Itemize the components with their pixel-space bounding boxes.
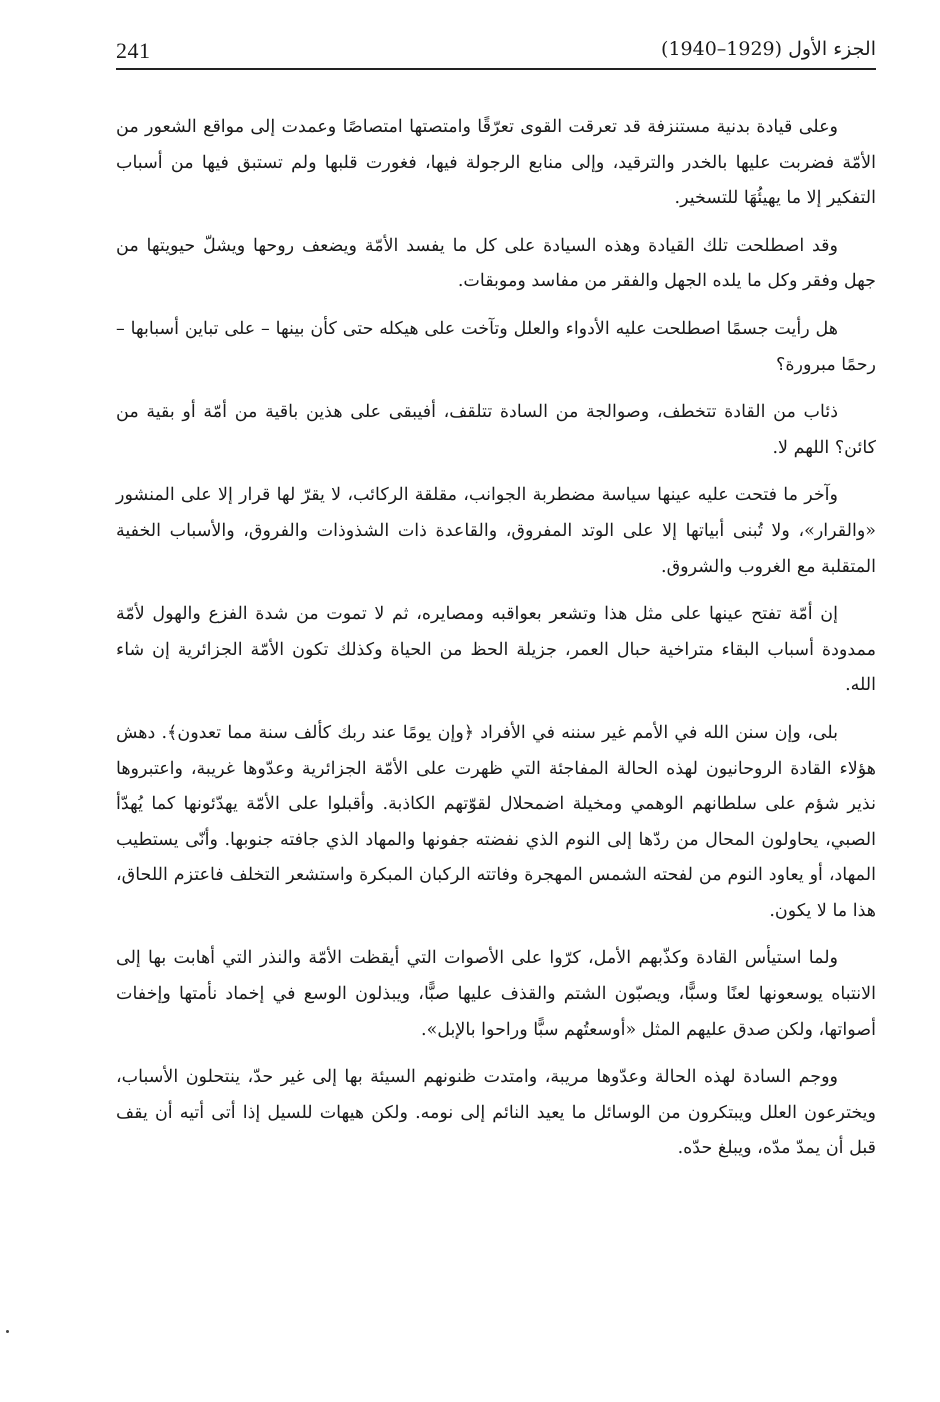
paragraph: وعلى قيادة بدنية مستنزفة قد تعرقت القوى تعرّقًا وامتصتها امتصاصًا وعمدت إلى مواقع الشعور من الأمّة فضربت عليها بالخدر والترقيد، وإلى منابع الرجولة فيها، فغورت قلبها ولم تستبق فيها من أسباب التفكير إلا ما يهيئُهَا للتسخير. — [116, 117, 876, 209]
paragraph: ذئاب من القادة تتخطف، وصوالجة من السادة تتلقف، أفيبقى على هذين باقية من أمّة أو بقية من كائن؟ اللهم لا. — [116, 402, 876, 458]
paragraph: ولما استيأس القادة وكذّبهم الأمل، كرّوا على الأصوات التي أيقظت الأمّة والنذر التي أهابت بها إلى الانتباه يوسعونها لعنًا وسبًّا، ويصبّون الشتم والقذف عليها صبًّا، ويبذلون الوسع في إخماد نأمتها وإخفات أصواتها، ولكن صدق عليهم المثل «أوسعتُهم سبًّا وراحوا بالإبل». — [116, 948, 876, 1040]
paragraph: إن أمّة تفتح عينها على مثل هذا وتشعر بعواقبه ومصايره، ثم لا تموت من شدة الفزع والهول لأمّة ممدودة أسباب البقاء متراخية حبال العمر، جزيلة الحظ من الحياة وكذلك تكون الأمّة الجزائرية إن شاء الله. — [116, 604, 876, 696]
margin-speck — [6, 1330, 9, 1333]
paragraph: هل رأيت جسمًا اصطلحت عليه الأدواء والعلل وتآخت على هيكله حتى كأن بينها – على تباين أسبابها – رحمًا مبرورة؟ — [116, 318, 876, 375]
page-number: 241 — [116, 38, 151, 63]
paragraph: وآخر ما فتحت عليه عينها سياسة مضطربة الجوانب، مقلقة الركائب، لا يقرّ لها قرار إلا على المنشور «والقرار»، ولا تُبنى أبياتها إلا على الوتد المفروق، والقاعدة ذات الشذوذات والفروق، والأسباب الخفية المتقلبة مع الغروب والشروق. — [116, 485, 876, 577]
paragraph: ووجم السادة لهذه الحالة وعدّوها مريبة، وامتدت ظنونهم السيئة بها إلى غير حدّ، ينتحلون الأسباب، ويخترعون العلل ويبتكرون من الوسائل ما يعيد النائم إلى نومه. ولكن هيهات للسيل إذا أتى أتيه أن يقف قبل أن يمدّ مدّه، ويبلغ حدّه. — [116, 1067, 876, 1159]
body-text — [116, 110, 876, 1179]
paragraph: بلى، وإن سنن الله في الأمم غير سننه في الأفراد ﴿وإن يومًا عند ربك كألف سنة مما تعدون﴾. دهش هؤلاء القادة الروحانيون لهذه الحالة المفاجئة التي ظهرت على الأمّة الجزائرية وعدّوها غريبة، واعتبروها نذير شؤم على سلطانهم الوهمي ومخيلة اضمحلال لقوّتهم الكاذبة. وأقبلوا على الأمّة يهدّئونها كما يُهدّأ الصبي، يحاولون المحال من ردّها إلى النوم الذي نفضته جفونها والمهاد الذي جافته جنوبها. وأنّى يستطيب المهاد، أو يعاود النوم من لفحته الشمس المهجرة وفاتته الركبان المبكرة واستشعر التخلف فاعتزم اللحاق، هذا ما لا يكون. — [116, 722, 876, 921]
header-title: الجزء الأول (1929–1940) — [661, 38, 876, 60]
paragraph: وقد اصطلحت تلك القيادة وهذه السيادة على كل ما يفسد الأمّة ويضعف روحها ويشلّ حيويتها من جهل وفقر وكل ما يلده الجهل والفقر من مفاسد وموبقات. — [116, 235, 876, 292]
running-header — [116, 34, 876, 70]
